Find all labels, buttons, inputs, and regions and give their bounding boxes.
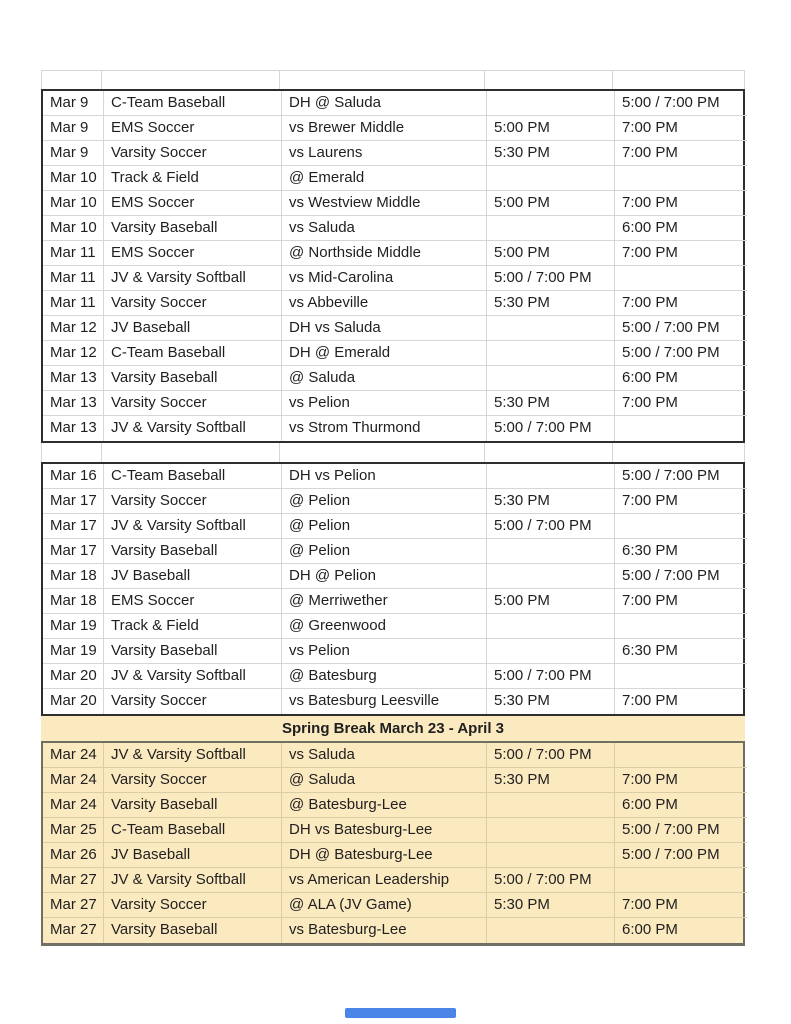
cell-opponent[interactable]: vs Brewer Middle xyxy=(282,116,487,141)
cell-date[interactable]: Mar 10 xyxy=(43,166,104,191)
table-row xyxy=(43,539,743,564)
empty-cell[interactable] xyxy=(280,443,485,462)
cell-opponent[interactable]: @ Batesburg-Lee xyxy=(282,793,487,818)
cell-team[interactable]: JV & Varsity Softball xyxy=(104,664,282,689)
table-row xyxy=(43,266,743,291)
empty-cell[interactable] xyxy=(485,443,613,462)
cell-date[interactable]: Mar 9 xyxy=(43,91,104,116)
table-row xyxy=(43,391,743,416)
cell-date[interactable]: Mar 18 xyxy=(43,564,104,589)
section-week-mar-9-13 xyxy=(41,89,745,443)
cell-time-2[interactable]: 6:00 PM xyxy=(615,366,747,391)
table-row xyxy=(43,689,743,714)
cell-team[interactable]: JV Baseball xyxy=(104,316,282,341)
cell-date[interactable]: Mar 24 xyxy=(43,768,104,793)
cell-date[interactable]: Mar 17 xyxy=(43,489,104,514)
cell-time-1[interactable] xyxy=(487,614,615,639)
cell-opponent[interactable]: vs Abbeville xyxy=(282,291,487,316)
cell-team[interactable]: Varsity Baseball xyxy=(104,216,282,241)
cell-date[interactable]: Mar 12 xyxy=(43,316,104,341)
cell-date[interactable]: Mar 19 xyxy=(43,639,104,664)
section-week-mar-16-20 xyxy=(41,462,745,716)
table-row xyxy=(43,464,743,489)
cell-opponent[interactable]: DH vs Pelion xyxy=(282,464,487,489)
cell-time-1[interactable]: 5:00 / 7:00 PM xyxy=(487,514,615,539)
cell-opponent[interactable]: @ Emerald xyxy=(282,166,487,191)
cell-time-2[interactable]: 6:00 PM xyxy=(615,793,747,818)
cell-time-1[interactable]: 5:30 PM xyxy=(487,141,615,166)
cell-date[interactable]: Mar 17 xyxy=(43,514,104,539)
cell-team[interactable]: EMS Soccer xyxy=(104,116,282,141)
cell-time-2[interactable]: 7:00 PM xyxy=(615,489,747,514)
empty-cell[interactable] xyxy=(41,443,102,462)
table-row xyxy=(43,818,743,843)
section-spring-break-week xyxy=(41,741,745,946)
cell-time-2[interactable]: 5:00 / 7:00 PM xyxy=(615,564,747,589)
cell-time-2[interactable]: 5:00 / 7:00 PM xyxy=(615,316,747,341)
cell-opponent[interactable]: vs Mid-Carolina xyxy=(282,266,487,291)
cell-team[interactable]: Varsity Soccer xyxy=(104,893,282,918)
cell-date[interactable]: Mar 11 xyxy=(43,241,104,266)
cell-team[interactable]: EMS Soccer xyxy=(104,241,282,266)
cell-time-1[interactable]: 5:30 PM xyxy=(487,768,615,793)
cell-opponent[interactable]: vs Laurens xyxy=(282,141,487,166)
table-row xyxy=(43,489,743,514)
cell-opponent[interactable]: @ Greenwood xyxy=(282,614,487,639)
cell-team[interactable]: Varsity Baseball xyxy=(104,639,282,664)
cell-date[interactable]: Mar 19 xyxy=(43,614,104,639)
cell-team[interactable]: Varsity Baseball xyxy=(104,793,282,818)
cell-opponent[interactable]: DH vs Saluda xyxy=(282,316,487,341)
empty-header-row xyxy=(41,70,745,89)
cell-time-1[interactable] xyxy=(487,843,615,868)
table-row xyxy=(43,216,743,241)
cell-date[interactable]: Mar 11 xyxy=(43,266,104,291)
cell-time-1[interactable]: 5:30 PM xyxy=(487,689,615,714)
cell-date[interactable]: Mar 10 xyxy=(43,216,104,241)
cell-team[interactable]: Varsity Soccer xyxy=(104,768,282,793)
cell-date[interactable]: Mar 20 xyxy=(43,664,104,689)
cell-team[interactable]: Varsity Soccer xyxy=(104,291,282,316)
cell-time-1[interactable] xyxy=(487,918,615,943)
cell-date[interactable]: Mar 13 xyxy=(43,391,104,416)
cell-time-1[interactable] xyxy=(487,91,615,116)
cell-time-2[interactable]: 7:00 PM xyxy=(615,116,747,141)
table-row xyxy=(43,793,743,818)
cell-team[interactable]: Track & Field xyxy=(104,614,282,639)
cell-team[interactable]: C-Team Baseball xyxy=(104,91,282,116)
table-row xyxy=(43,141,743,166)
table-row xyxy=(43,166,743,191)
cell-time-1[interactable]: 5:30 PM xyxy=(487,391,615,416)
cell-team[interactable]: Varsity Soccer xyxy=(104,489,282,514)
cell-team[interactable]: JV & Varsity Softball xyxy=(104,743,282,768)
cell-time-2[interactable]: 7:00 PM xyxy=(615,768,747,793)
cell-opponent[interactable]: DH @ Saluda xyxy=(282,91,487,116)
cell-time-1[interactable] xyxy=(487,539,615,564)
cell-team[interactable]: C-Team Baseball xyxy=(104,818,282,843)
empty-cell[interactable] xyxy=(41,70,102,89)
cell-time-1[interactable] xyxy=(487,316,615,341)
cell-time-1[interactable]: 5:30 PM xyxy=(487,489,615,514)
spring-break-banner[interactable]: Spring Break March 23 - April 3 xyxy=(41,716,745,741)
table-row xyxy=(43,316,743,341)
cell-time-2[interactable]: 5:00 / 7:00 PM xyxy=(615,341,747,366)
table-row xyxy=(43,639,743,664)
cell-time-2[interactable]: 7:00 PM xyxy=(615,141,747,166)
cell-opponent[interactable]: vs Westview Middle xyxy=(282,191,487,216)
table-row xyxy=(43,868,743,893)
cell-date[interactable]: Mar 16 xyxy=(43,464,104,489)
cell-time-2[interactable]: 5:00 / 7:00 PM xyxy=(615,464,747,489)
cell-opponent[interactable]: DH @ Pelion xyxy=(282,564,487,589)
empty-cell[interactable] xyxy=(485,70,613,89)
cell-date[interactable]: Mar 10 xyxy=(43,191,104,216)
cell-date[interactable]: Mar 13 xyxy=(43,366,104,391)
cell-team[interactable]: JV Baseball xyxy=(104,564,282,589)
cell-time-1[interactable]: 5:30 PM xyxy=(487,893,615,918)
cell-opponent[interactable]: @ Batesburg xyxy=(282,664,487,689)
cell-time-1[interactable] xyxy=(487,793,615,818)
cell-time-2[interactable]: 7:00 PM xyxy=(615,291,747,316)
cell-date[interactable]: Mar 25 xyxy=(43,818,104,843)
cell-opponent[interactable]: vs Strom Thurmond xyxy=(282,416,487,441)
cell-time-2[interactable] xyxy=(615,614,747,639)
cell-time-1[interactable] xyxy=(487,341,615,366)
cell-time-1[interactable]: 5:00 / 7:00 PM xyxy=(487,664,615,689)
cell-team[interactable]: Varsity Baseball xyxy=(104,366,282,391)
empty-cell[interactable] xyxy=(613,443,745,462)
cell-time-2[interactable]: 5:00 / 7:00 PM xyxy=(615,91,747,116)
cell-time-1[interactable]: 5:00 / 7:00 PM xyxy=(487,416,615,441)
cell-time-1[interactable]: 5:30 PM xyxy=(487,291,615,316)
cell-time-2[interactable] xyxy=(615,166,747,191)
cell-team[interactable]: JV & Varsity Softball xyxy=(104,514,282,539)
cell-date[interactable]: Mar 27 xyxy=(43,918,104,943)
table-row xyxy=(43,843,743,868)
section-gap-row xyxy=(41,443,745,462)
cell-opponent[interactable]: vs Saluda xyxy=(282,743,487,768)
cell-time-1[interactable] xyxy=(487,564,615,589)
cell-time-2[interactable]: 5:00 / 7:00 PM xyxy=(615,843,747,868)
cell-time-2[interactable]: 7:00 PM xyxy=(615,241,747,266)
table-row xyxy=(43,241,743,266)
cell-opponent[interactable]: @ Northside Middle xyxy=(282,241,487,266)
cell-date[interactable]: Mar 24 xyxy=(43,743,104,768)
cell-time-1[interactable] xyxy=(487,464,615,489)
cell-date[interactable]: Mar 20 xyxy=(43,689,104,714)
cell-time-1[interactable]: 5:00 PM xyxy=(487,589,615,614)
cell-team[interactable]: JV Baseball xyxy=(104,843,282,868)
cell-time-1[interactable] xyxy=(487,818,615,843)
cell-opponent[interactable]: @ Pelion xyxy=(282,539,487,564)
table-row xyxy=(43,514,743,539)
cell-opponent[interactable]: @ Pelion xyxy=(282,489,487,514)
cell-team[interactable]: JV & Varsity Softball xyxy=(104,868,282,893)
cell-time-1[interactable]: 5:00 / 7:00 PM xyxy=(487,266,615,291)
cell-team[interactable]: Varsity Soccer xyxy=(104,141,282,166)
schedule-spreadsheet xyxy=(41,70,745,946)
cell-time-1[interactable] xyxy=(487,166,615,191)
cell-time-2[interactable]: 7:00 PM xyxy=(615,191,747,216)
cell-opponent[interactable]: @ Saluda xyxy=(282,366,487,391)
cell-team[interactable]: JV & Varsity Softball xyxy=(104,266,282,291)
table-row xyxy=(43,893,743,918)
cell-time-2[interactable]: 5:00 / 7:00 PM xyxy=(615,818,747,843)
cell-date[interactable]: Mar 12 xyxy=(43,341,104,366)
cell-opponent[interactable]: DH vs Batesburg-Lee xyxy=(282,818,487,843)
cell-time-1[interactable]: 5:00 PM xyxy=(487,116,615,141)
cell-time-2[interactable] xyxy=(615,416,747,441)
cell-opponent[interactable]: @ Pelion xyxy=(282,514,487,539)
cell-date[interactable]: Mar 13 xyxy=(43,416,104,441)
empty-cell[interactable] xyxy=(102,70,280,89)
cell-opponent[interactable]: @ Saluda xyxy=(282,768,487,793)
table-row xyxy=(43,291,743,316)
cell-team[interactable]: EMS Soccer xyxy=(104,589,282,614)
cell-date[interactable]: Mar 11 xyxy=(43,291,104,316)
empty-cell[interactable] xyxy=(280,70,485,89)
cell-opponent[interactable]: vs Batesburg Leesville xyxy=(282,689,487,714)
cell-opponent[interactable]: DH @ Emerald xyxy=(282,341,487,366)
cell-team[interactable]: Varsity Soccer xyxy=(104,391,282,416)
cell-date[interactable]: Mar 27 xyxy=(43,893,104,918)
cell-opponent[interactable]: vs American Leadership xyxy=(282,868,487,893)
cell-time-2[interactable]: 6:00 PM xyxy=(615,216,747,241)
cell-time-1[interactable] xyxy=(487,639,615,664)
table-row xyxy=(43,743,743,768)
empty-cell[interactable] xyxy=(102,443,280,462)
cell-time-2[interactable] xyxy=(615,664,747,689)
cell-time-2[interactable] xyxy=(615,743,747,768)
table-row xyxy=(43,768,743,793)
table-row xyxy=(43,91,743,116)
table-row xyxy=(43,366,743,391)
cell-date[interactable]: Mar 26 xyxy=(43,843,104,868)
cell-time-2[interactable]: 7:00 PM xyxy=(615,589,747,614)
cell-date[interactable]: Mar 18 xyxy=(43,589,104,614)
cell-time-2[interactable] xyxy=(615,266,747,291)
cell-team[interactable]: C-Team Baseball xyxy=(104,341,282,366)
cell-time-2[interactable]: 7:00 PM xyxy=(615,391,747,416)
cell-date[interactable]: Mar 17 xyxy=(43,539,104,564)
cell-opponent[interactable]: vs Pelion xyxy=(282,391,487,416)
cell-time-2[interactable]: 6:30 PM xyxy=(615,539,747,564)
cell-date[interactable]: Mar 27 xyxy=(43,868,104,893)
cell-time-1[interactable]: 5:00 PM xyxy=(487,191,615,216)
cell-date[interactable]: Mar 9 xyxy=(43,116,104,141)
cell-opponent[interactable]: vs Batesburg-Lee xyxy=(282,918,487,943)
cell-time-1[interactable]: 5:00 PM xyxy=(487,241,615,266)
cell-opponent[interactable]: @ ALA (JV Game) xyxy=(282,893,487,918)
table-row xyxy=(43,918,743,943)
cell-time-1[interactable]: 5:00 / 7:00 PM xyxy=(487,868,615,893)
cell-time-1[interactable] xyxy=(487,366,615,391)
cell-opponent[interactable]: DH @ Batesburg-Lee xyxy=(282,843,487,868)
table-row xyxy=(43,116,743,141)
cell-team[interactable]: Varsity Baseball xyxy=(104,539,282,564)
cell-time-2[interactable]: 7:00 PM xyxy=(615,893,747,918)
table-row xyxy=(43,564,743,589)
table-row xyxy=(43,341,743,366)
cell-time-1[interactable]: 5:00 / 7:00 PM xyxy=(487,743,615,768)
cell-team[interactable]: Varsity Soccer xyxy=(104,689,282,714)
cell-team[interactable]: EMS Soccer xyxy=(104,191,282,216)
cell-date[interactable]: Mar 9 xyxy=(43,141,104,166)
empty-cell[interactable] xyxy=(613,70,745,89)
cell-team[interactable]: Track & Field xyxy=(104,166,282,191)
horizontal-scrollbar-thumb[interactable] xyxy=(345,1008,456,1018)
cell-time-2[interactable]: 6:30 PM xyxy=(615,639,747,664)
table-row xyxy=(43,589,743,614)
cell-opponent[interactable]: @ Merriwether xyxy=(282,589,487,614)
cell-time-1[interactable] xyxy=(487,216,615,241)
cell-team[interactable]: JV & Varsity Softball xyxy=(104,416,282,441)
cell-team[interactable]: Varsity Baseball xyxy=(104,918,282,943)
cell-time-2[interactable] xyxy=(615,514,747,539)
table-row xyxy=(43,191,743,216)
cell-opponent[interactable]: vs Saluda xyxy=(282,216,487,241)
cell-opponent[interactable]: vs Pelion xyxy=(282,639,487,664)
table-row xyxy=(43,614,743,639)
cell-team[interactable]: C-Team Baseball xyxy=(104,464,282,489)
table-row xyxy=(43,416,743,441)
cell-date[interactable]: Mar 24 xyxy=(43,793,104,818)
cell-time-2[interactable] xyxy=(615,868,747,893)
cell-time-2[interactable]: 7:00 PM xyxy=(622,692,678,709)
cell-time-2[interactable]: 6:00 PM xyxy=(622,921,678,938)
table-row xyxy=(43,664,743,689)
